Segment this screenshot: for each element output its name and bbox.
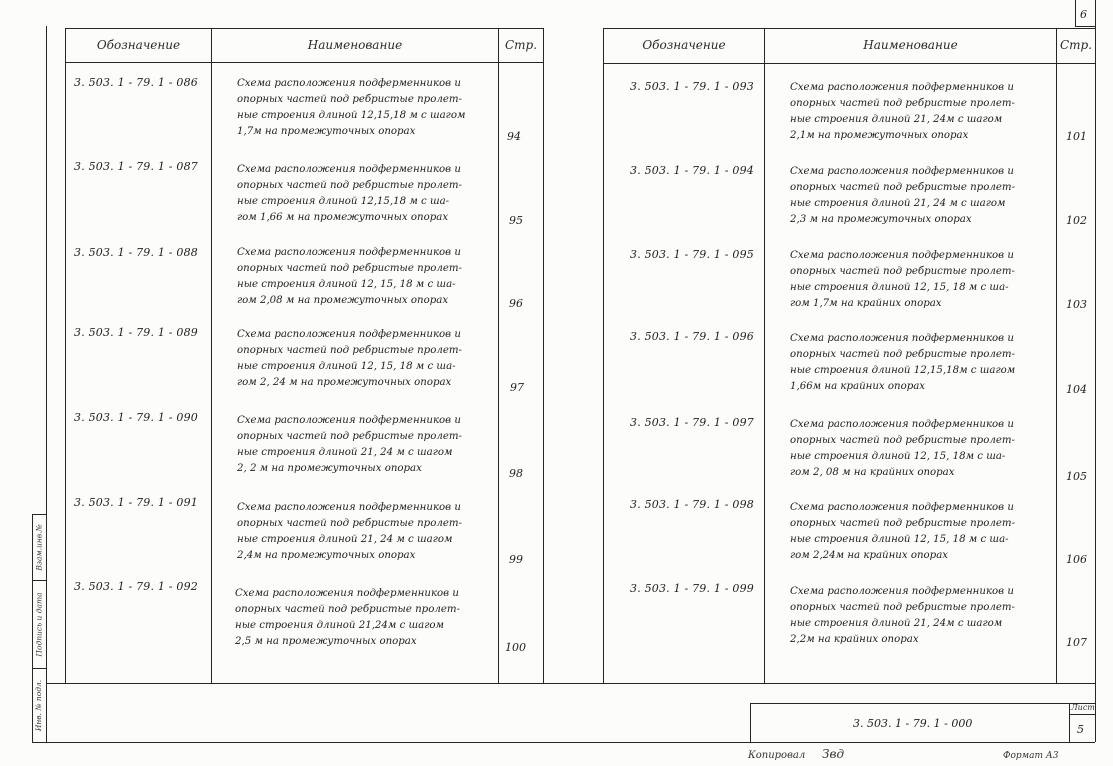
- left-row-3-line-4: гом 2,08 м на промежуточных опорах: [237, 295, 449, 306]
- right-row-2-line-2: опорных частей под ребристые пролет-: [790, 182, 1015, 193]
- left-row-6-line-1: Схема расположения подферменников и: [237, 502, 461, 513]
- right-row-5-code: 3. 503. 1 - 79. 1 - 097: [630, 416, 754, 429]
- left-row-4-line-3: ные строения длиной 12, 15, 18 м с ша-: [237, 361, 456, 372]
- right-row-3-code: 3. 503. 1 - 79. 1 - 095: [630, 248, 754, 261]
- right-row-2-line-3: ные строения длиной 21, 24 м с шагом: [790, 198, 1006, 209]
- side-label-signature-date: Подпись и дата: [34, 591, 44, 657]
- left-row-6-code: 3. 503. 1 - 79. 1 - 091: [74, 496, 198, 509]
- right-header-designation: Обозначение: [642, 38, 726, 52]
- left-row-7-line-1: Схема расположения подферменников и: [235, 588, 459, 599]
- left-row-2-code: 3. 503. 1 - 79. 1 - 087: [74, 160, 198, 173]
- right-header-page: Стр.: [1059, 38, 1093, 52]
- footer-copied-label: Копировал: [748, 750, 806, 761]
- right-row-6-page: 106: [1066, 553, 1087, 566]
- right-row-7-name: [790, 584, 1015, 648]
- right-row-6-line-4: гом 2,24м на крайних опорах: [790, 550, 949, 561]
- side-cell-original-inventory: [32, 668, 46, 742]
- right-row-4-line-1: Схема расположения подферменников и: [790, 333, 1014, 344]
- sheet-number-top: 6: [1080, 8, 1087, 21]
- right-row-7-line-4: 2,2м на крайних опорах: [790, 634, 919, 645]
- right-row-2-line-1: Схема расположения подферменников и: [790, 166, 1014, 177]
- left-row-3-name: [237, 245, 462, 309]
- right-row-3-line-4: гом 1,7м на крайних опорах: [790, 298, 942, 309]
- left-table-divider-1: [211, 28, 212, 683]
- left-row-7-name: [235, 586, 460, 650]
- right-row-7-page: 107: [1066, 636, 1087, 649]
- left-row-4-name: [237, 327, 462, 391]
- side-label-original-inventory: Инв. № подл.: [34, 679, 44, 731]
- stamp-top-border: [750, 703, 1095, 704]
- sheet-body-bottom: [46, 683, 1095, 684]
- left-table-divider-2: [498, 28, 499, 683]
- right-table-header-border: [603, 63, 1095, 64]
- stamp-sheet-label-line: [1069, 714, 1095, 715]
- right-row-6-line-1: Схема расположения подферменников и: [790, 502, 1014, 513]
- left-row-1-line-2: опорных частей под ребристые пролет-: [237, 94, 462, 105]
- stamp-sheet-number: 5: [1077, 723, 1084, 736]
- left-row-7-page: 100: [505, 641, 526, 654]
- stamp-document-code: 3. 503. 1 - 79. 1 - 000: [853, 717, 973, 730]
- left-row-4-line-2: опорных частей под ребристые пролет-: [237, 345, 462, 356]
- right-row-5-page: 105: [1066, 470, 1087, 483]
- right-row-1-line-1: Схема расположения подферменников и: [790, 82, 1014, 93]
- left-row-3-line-2: опорных частей под ребристые пролет-: [237, 263, 462, 274]
- right-row-2-code: 3. 503. 1 - 79. 1 - 094: [630, 164, 754, 177]
- left-row-2-page: 95: [509, 214, 523, 227]
- right-row-6-line-2: опорных частей под ребристые пролет-: [790, 518, 1015, 529]
- corner-cell-left: [1075, 0, 1076, 26]
- right-row-1-line-4: 2,1м на промежуточных опорах: [790, 130, 969, 141]
- left-row-2-name: [237, 162, 462, 226]
- right-header-name: Наименование: [863, 38, 958, 52]
- left-table-left-border: [65, 28, 66, 683]
- right-table-divider-2: [1056, 28, 1057, 683]
- stamp-sheet-divider: [1069, 703, 1070, 742]
- footer-copied-signature: Звд: [822, 747, 845, 761]
- left-row-7-line-4: 2,5 м на промежуточных опорах: [235, 636, 417, 647]
- right-row-4-line-3: ные строения длиной 12,15,18м с шагом: [790, 365, 1016, 376]
- right-row-7-line-3: ные строения длиной 21, 24м с шагом: [790, 618, 1003, 629]
- left-row-5-line-3: ные строения длиной 21, 24 м с шагом: [237, 447, 453, 458]
- left-row-6-line-4: 2,4м на промежуточных опорах: [237, 550, 416, 561]
- right-row-3-name: [790, 248, 1015, 312]
- right-row-4-page: 104: [1066, 383, 1087, 396]
- left-table-header-border: [65, 62, 544, 63]
- left-row-1-name: [237, 76, 465, 140]
- left-row-6-page: 99: [509, 553, 523, 566]
- sheet-frame-left: [46, 26, 47, 742]
- left-row-5-name: [237, 413, 462, 477]
- left-row-1-code: 3. 503. 1 - 79. 1 - 086: [74, 76, 198, 89]
- left-row-4-page: 97: [510, 381, 524, 394]
- left-row-5-line-4: 2, 2 м на промежуточных опорах: [237, 463, 422, 474]
- right-row-6-line-3: ные строения длиной 12, 15, 18 м с ша-: [790, 534, 1009, 545]
- left-row-3-page: 96: [509, 297, 523, 310]
- side-cell-replacement-inventory: [32, 514, 46, 580]
- left-row-2-line-2: опорных частей под ребристые пролет-: [237, 180, 462, 191]
- right-row-5-name: [790, 417, 1015, 481]
- left-row-3-code: 3. 503. 1 - 79. 1 - 088: [74, 246, 198, 259]
- left-row-6-line-2: опорных частей под ребристые пролет-: [237, 518, 462, 529]
- left-row-2-line-4: гом 1,66 м на промежуточных опорах: [237, 212, 449, 223]
- left-row-4-line-4: гом 2, 24 м на промежуточных опорах: [237, 377, 452, 388]
- left-row-5-code: 3. 503. 1 - 79. 1 - 090: [74, 411, 198, 424]
- left-table-right-border: [543, 28, 544, 683]
- right-row-1-page: 101: [1066, 130, 1087, 143]
- left-row-5-page: 98: [509, 467, 523, 480]
- right-row-1-line-3: ные строения длиной 21, 24м с шагом: [790, 114, 1003, 125]
- left-row-3-line-1: Схема расположения подферменников и: [237, 247, 461, 258]
- stamp-left-border: [750, 703, 751, 742]
- left-row-7-line-2: опорных частей под ребристые пролет-: [235, 604, 460, 615]
- right-row-2-line-4: 2,3 м на промежуточных опорах: [790, 214, 972, 225]
- left-row-1-page: 94: [507, 130, 521, 143]
- right-row-5-line-2: опорных частей под ребристые пролет-: [790, 435, 1015, 446]
- sheet-frame-bottom: [46, 742, 1095, 743]
- right-row-4-line-2: опорных частей под ребристые пролет-: [790, 349, 1015, 360]
- right-table-left-border: [603, 28, 604, 683]
- right-row-1-code: 3. 503. 1 - 79. 1 - 093: [630, 80, 754, 93]
- left-row-7-code: 3. 503. 1 - 79. 1 - 092: [74, 580, 198, 593]
- left-row-4-line-1: Схема расположения подферменников и: [237, 329, 461, 340]
- left-row-6-name: [237, 500, 462, 564]
- right-row-3-line-1: Схема расположения подферменников и: [790, 250, 1014, 261]
- right-row-7-line-2: опорных частей под ребристые пролет-: [790, 602, 1015, 613]
- left-row-5-line-2: опорных частей под ребристые пролет-: [237, 431, 462, 442]
- left-row-4-code: 3. 503. 1 - 79. 1 - 089: [74, 326, 198, 339]
- right-row-4-line-4: 1,66м на крайних опорах: [790, 381, 926, 392]
- left-header-page: Стр.: [504, 38, 538, 52]
- right-row-7-code: 3. 503. 1 - 79. 1 - 099: [630, 582, 754, 595]
- left-row-3-line-3: ные строения длиной 12, 15, 18 м с ша-: [237, 279, 456, 290]
- right-row-3-line-3: ные строения длиной 12, 15, 18 м с ша-: [790, 282, 1009, 293]
- side-strip-bottom: [32, 742, 46, 743]
- right-row-5-line-1: Схема расположения подферменников и: [790, 419, 1014, 430]
- right-row-2-name: [790, 164, 1015, 228]
- right-row-5-line-4: гом 2, 08 м на крайних опорах: [790, 467, 955, 478]
- right-row-4-code: 3. 503. 1 - 79. 1 - 096: [630, 330, 754, 343]
- right-table-divider-1: [764, 28, 765, 683]
- left-row-2-line-3: ные строения длиной 12,15,18 м с ша-: [237, 196, 450, 207]
- footer-format-label: Формат А3: [1003, 751, 1059, 761]
- left-row-2-line-1: Схема расположения подферменников и: [237, 164, 461, 175]
- side-label-replacement-inventory: Взам.инв.№: [34, 523, 44, 571]
- left-row-7-line-3: ные строения длиной 21,24м с шагом: [235, 620, 444, 631]
- stamp-sheet-label: Лист: [1071, 703, 1095, 712]
- right-row-7-line-1: Схема расположения подферменников и: [790, 586, 1014, 597]
- left-row-5-line-1: Схема расположения подферменников и: [237, 415, 461, 426]
- left-row-1-line-3: ные строения длиной 12,15,18 м с шагом: [237, 110, 466, 121]
- sheet-frame-right: [1095, 0, 1096, 742]
- left-row-1-line-4: 1,7м на промежуточных опорах: [237, 126, 416, 137]
- left-header-designation: Обозначение: [96, 38, 181, 52]
- right-row-6-name: [790, 500, 1015, 564]
- side-cell-signature-date: [32, 580, 46, 668]
- right-row-3-line-2: опорных частей под ребристые пролет-: [790, 266, 1015, 277]
- left-row-6-line-3: ные строения длиной 21, 24 м с шагом: [237, 534, 453, 545]
- corner-cell-bottom: [1075, 26, 1095, 27]
- right-row-4-name: [790, 331, 1015, 395]
- left-header-name: Наименование: [307, 38, 403, 52]
- right-row-1-name: [790, 80, 1015, 144]
- right-row-3-page: 103: [1066, 298, 1087, 311]
- right-row-5-line-3: ные строения длиной 12, 15, 18м с ша-: [790, 451, 1006, 462]
- right-row-1-line-2: опорных частей под ребристые пролет-: [790, 98, 1015, 109]
- left-row-1-line-1: Схема расположения подферменников и: [237, 78, 461, 89]
- right-row-2-page: 102: [1066, 214, 1087, 227]
- right-row-6-code: 3. 503. 1 - 79. 1 - 098: [630, 498, 754, 511]
